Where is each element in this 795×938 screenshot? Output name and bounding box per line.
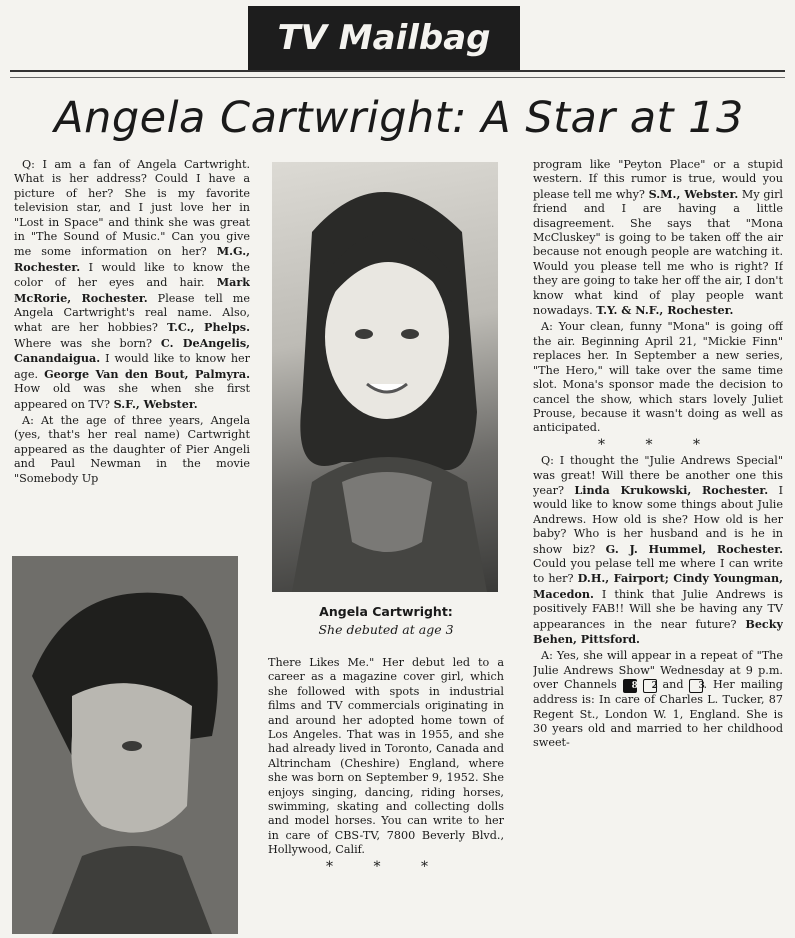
question-text: Q: I am a fan of Angela Cartwright. What is her address? Could I have a picture of her? She is my favorite television star, and I just love her in "Lost in Space" and think she was great in "The Sound of Music." Can you give me some information on her?: [14, 158, 250, 259]
signature: D.H., Fairport; Cindy Youngman, Macedon.: [533, 571, 783, 601]
question-text: I would like to know the color of her eyes and hair.: [14, 260, 250, 290]
section-separator: * * *: [326, 858, 446, 875]
question-text: Could you pelase tell me where I can write to her?: [533, 556, 783, 586]
photo-caption-subtitle: She debuted at age 3: [318, 622, 454, 637]
article-headline: Angela Cartwright: A Star at 13: [54, 93, 744, 143]
section-banner: TV Mailbag: [248, 6, 520, 70]
channel-badge: 8: [623, 679, 637, 693]
signature: T.C., Phelps.: [167, 320, 250, 335]
signature: G. J. Hummel, Rochester.: [605, 541, 783, 556]
question-text: How old was she when she first appeared on TV?: [14, 382, 250, 411]
question-text: I would like to know some things about Julie Andrews. How old is she? How old is her baby? Who is her husband and is he in show biz?: [533, 483, 783, 556]
question-text: I think that Julie Andrews is positively FAB!! Will she be having any TV appearances in the near future?: [533, 587, 783, 631]
question-text: Q: I thought the "Julie Andrews Special" was great! Will there be another one this year?: [533, 454, 783, 497]
question-text: Please tell me Angela Cartwright's real name. Also, what are her hobbies?: [14, 291, 250, 335]
col3-answer-2: [533, 649, 783, 750]
column-2-text: [268, 656, 504, 918]
top-rule-thin: [10, 77, 785, 78]
question-text: Where was she born?: [14, 336, 152, 350]
signature: S.M., Webster.: [648, 186, 739, 201]
col3-question-2: [533, 454, 783, 647]
col2-paragraph: There Likes Me." Her debut led to a career as a magazine cover girl, which she followed with spots in industrial films and TV commercials originating in and around her adopted home town of Los Angeles. That was in 1955, and she had already lived in Toronto, Canada and Altrincham (Cheshire) England, where she was born on September 9, 1952. She enjoys singing, dancing, riding horses, swimming, skating and collecting dolls and model horses. You can write to her in care of CBS-TV, 7800 Beverly Blvd., Hollywood, Calif.: [268, 656, 504, 857]
answer-text: and: [662, 678, 684, 692]
signature: M.G., Rochester.: [14, 244, 250, 274]
column-1-text: [14, 158, 250, 568]
channel-badge: 2: [643, 679, 657, 693]
signature: T.Y. & N.F., Rochester.: [596, 303, 734, 318]
top-rule: [10, 70, 785, 72]
answer-text: . Her mailing address is: In care of Charles L. Tucker, 87 Regent St., London W. 1, England. She is 30 years old and married to her childhood sweet-: [533, 678, 783, 750]
section-separator: * * *: [598, 436, 718, 453]
column-3-text: [533, 158, 783, 932]
profile-figure: [12, 556, 238, 934]
portrait-figure: [272, 162, 498, 592]
question-text: My girl friend and I are having a little disagreement. She says that "Mona McCluskey" is going to be taken off the air because not enough people are watching it. Would you please tell me who is right? If they are going to take her off the air, I don't know what kind of play people want nowadays.: [533, 187, 783, 318]
channel-badge: 3: [689, 679, 703, 693]
question-text: program like "Peyton Place" or a stupid western. If this rumor is true, would you please tell me why?: [533, 158, 783, 201]
profile-photo: [12, 556, 238, 934]
question-text: I would like to know her age.: [14, 352, 250, 381]
photo-caption-name: Angela Cartwright:: [319, 604, 453, 619]
signature: George Van den Bout, Palmyra.: [44, 366, 250, 381]
col1-questions: [14, 158, 250, 412]
signature: S.F., Webster.: [113, 396, 198, 411]
col3-answer-1: A: Your clean, funny "Mona" is going off the air. Beginning April 21, "Mickie Finn" replaces her. In September a new series, "The Hero," will take over the same time slot. Mona's sponsor made the decision to cancel the show, which stars lovely Juliet Prouse, because it wasn't doing as well as anticipated.: [533, 320, 783, 435]
signature: Linda Krukowski, Rochester.: [574, 482, 769, 497]
col3-question-1: [533, 158, 783, 318]
signature: Becky Behen, Pittsford.: [533, 616, 783, 646]
signature: C. DeAngelis, Canandaigua.: [14, 335, 250, 366]
signature: Mark McRorie, Rochester.: [14, 275, 250, 305]
answer-text: A: Yes, she will appear in a repeat of "The Julie Andrews Show" Wednesday at 9 p.m. over Channels: [533, 649, 783, 692]
col1-answer: A: At the age of three years, Angela (yes, that's her real name) Cartwright appeared as the daughter of Pier Angeli and Paul Newman in the movie "Somebody Up: [14, 413, 250, 485]
portrait-photo: [272, 162, 498, 592]
